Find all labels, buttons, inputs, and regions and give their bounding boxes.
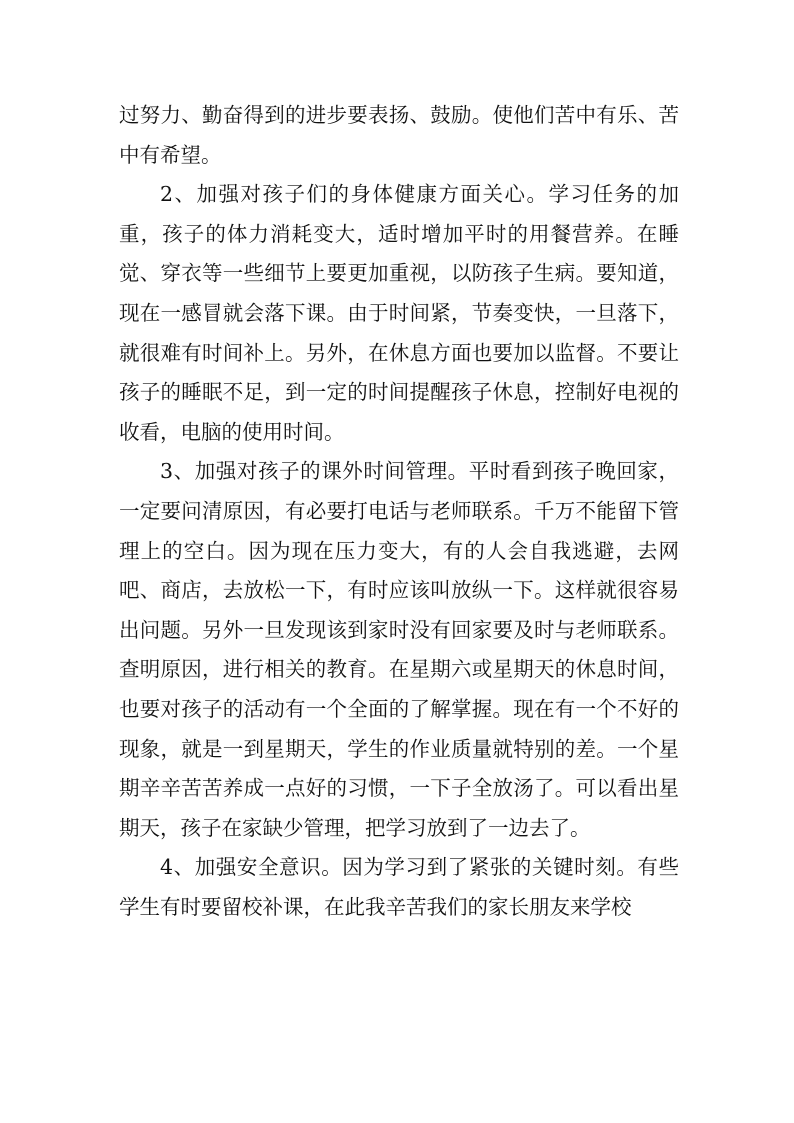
paragraph-health: 2、加强对孩子们的身体健康方面关心。学习任务的加重，孩子的体力消耗变大，适时增加平时的用餐营养。在睡觉、穿衣等一些细节上要更加重视，以防孩子生病。要知道，现在一感冒就会落下课。由于时间紧，节奏变快，一旦落下，就很难有时间补上。另外，在休息方面也要加以监督。不要让孩子的睡眠不足，到一定的时间提醒孩子休息，控制好电视的收看，电脑的使用时间。 xyxy=(119,182,679,444)
paragraph-continuation: 过努力、勤奋得到的进步要表扬、鼓励。使他们苦中有乐、苦中有希望。 xyxy=(119,103,679,167)
paragraph-time-management: 3、加强对孩子的课外时间管理。平时看到孩子晚回家，一定要问清原因，有必要打电话与老师联系。千万不能留下管理上的空白。因为现在压力变大，有的人会自我逃避，去网吧、商店，去放松一下，有时应该叫放纵一下。这样就很容易出问题。另外一旦发现该到家时没有回家要及时与老师联系。查明原因，进行相关的教育。在星期六或星期天的休息时间，也要对孩子的活动有一个全面的了解掌握。现在有一个不好的现象，就是一到星期天，学生的作业质量就特别的差。一个星期辛辛苦苦养成一点好的习惯，一下子全放汤了。可以看出星期天，孩子在家缺少管理，把学习放到了一边去了。 xyxy=(119,459,679,840)
document-body xyxy=(119,96,679,927)
paragraph-safety: 4、加强安全意识。因为学习到了紧张的关键时刻。有些学生有时要留校补课，在此我辛苦我们的家长朋友来学校 xyxy=(119,855,679,919)
